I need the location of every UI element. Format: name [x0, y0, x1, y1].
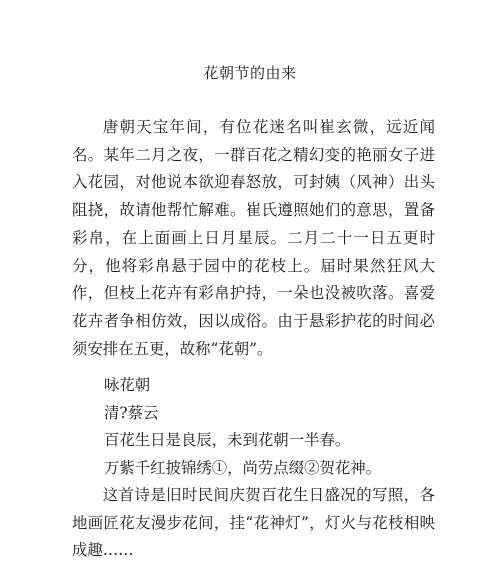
- document-title: 花朝节的由来: [203, 64, 297, 82]
- commentary-paragraph: 这首诗是旧时民间庆贺百花生日盛况的写照，各地画匠花友漫步花间，挂“花神灯”，灯火与花枝相映成趣……: [72, 486, 435, 560]
- poem-line-1: 百花生日是良辰，未到花朝一半春。: [104, 431, 351, 449]
- origin-paragraph: 唐朝天宝年间，有位花迷名叫崔玄微，远近闻名。某年二月之夜，一群百花之精幻变的艳丽女子进入花园，对他说本欲迎春怒放，可封姨（风神）出头阻挠，故请他帮忙解难。崔氏遵照她们的意思，置备彩帛，在上面画上日月星辰。二月二十一日五更时分，他将彩帛悬于园中的花枝上。届时果然狂风大作，但枝上花卉有彩帛护持，一朵也没被吹落。喜爱花卉者争相仿效，因以成俗。由于悬彩护花的时间必须安排在五更，故称“花朝”。: [72, 118, 435, 358]
- poem-title: 咏花朝: [104, 376, 151, 394]
- poem-author: 清?蔡云: [104, 404, 159, 422]
- poem-line-2: 万紫千红披锦绣①，尚劳点缀②贺花神。: [104, 459, 382, 477]
